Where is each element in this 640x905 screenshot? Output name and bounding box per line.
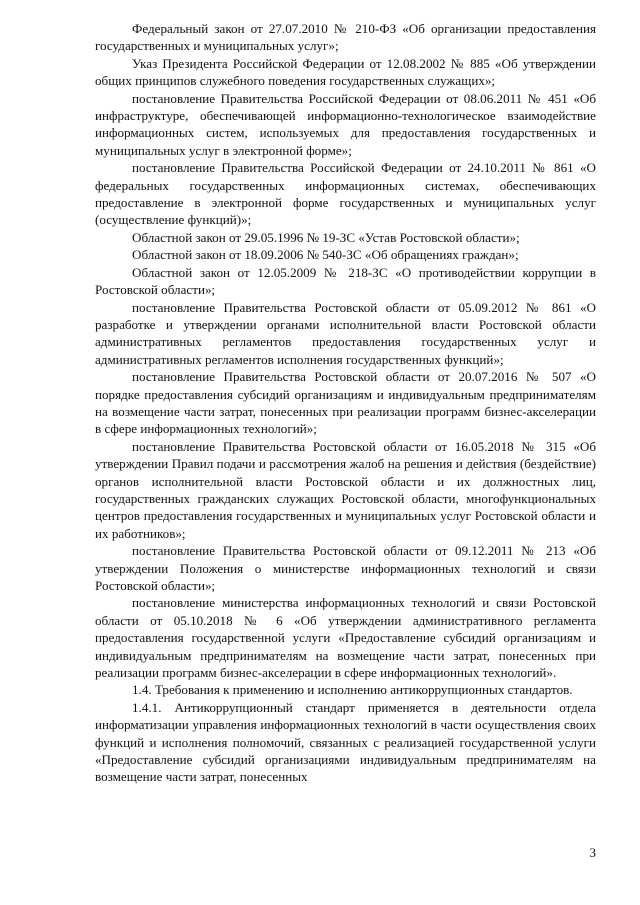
page-number: 3: [589, 845, 596, 860]
paragraph-federal-law-210: Федеральный закон от 27.07.2010 № 210-ФЗ «Об организации предоставления государственных и муниципальных услуг»;: [95, 21, 596, 54]
paragraph-resolution-315: постановление Правительства Ростовской области от 16.05.2018 № 315 «Об утверждении Правил подачи и рассмотрения жалоб на решения и действия (бездействие) органов исполнительной власти Ростовской области и их должностных лиц, государственных гражданских служащих Ростовской области, многофункциональных центров предоставления государственных и муниципальных услуг Ростовской области и их работников»;: [95, 438, 596, 541]
section-heading-1-4: 1.4. Требования к применению и исполнению антикоррупционных стандартов.: [132, 682, 573, 698]
paragraph-regional-law-218: Областной закон от 12.05.2009 № 218-ЗС «О противодействии коррупции в Ростовской области»;: [95, 264, 596, 298]
paragraph-resolution-507: постановление Правительства Ростовской области от 20.07.2016 № 507 «О порядке предоставления субсидий организациям и индивидуальным предпринимателям на возмещение части затрат, понесенных при реализации программ бизнес-акселерации в сфере информационных технологий»;: [95, 369, 596, 437]
paragraph-regional-law-540: Областной закон от 18.09.2006 № 540-ЗС «Об обращениях граждан»;: [132, 247, 519, 263]
paragraph-regional-law-19: Областной закон от 29.05.1996 № 19-ЗС «Устав Ростовской области»;: [132, 229, 520, 245]
paragraph-resolution-861-regional: постановление Правительства Ростовской области от 05.09.2012 № 861 «О разработке и утверждении органами исполнительной власти Ростовской области административных регламентов предоставления государственных услуг и административных регламентов исполнения государственных функций»;: [95, 299, 596, 367]
paragraph-ministry-resolution-6: постановление министерства информационных технологий и связи Ростовской области от 05.10.2018 № 6 «Об утверждении административного регламента предоставления государственной услуги «Предоставление субсидий организациям и индивидуальным предпринимателям на возмещение части затрат, понесенных при реализации программ бизнес-акселерации в сфере информационных технологий».: [95, 595, 596, 681]
paragraph-presidential-decree-885: Указ Президента Российской Федерации от 12.08.2002 № 885 «Об утверждении общих принципов служебного поведения государственных служащих»;: [95, 55, 596, 89]
paragraph-resolution-861-federal: постановление Правительства Российской Федерации от 24.10.2011 № 861 «О федеральных государственных информационных системах, обеспечивающих предоставление в электронной форме государственных и муниципальных услуг (осуществление функций)»;: [95, 160, 596, 228]
paragraph-resolution-451: постановление Правительства Российской Федерации от 08.06.2011 № 451 «Об инфраструктуре, обеспечивающей информационно-технологическое взаимодействие информационных систем, используемых для предоставления государственных и муниципальных услуг в электронной форме»;: [95, 90, 596, 158]
paragraph-1-4-1: 1.4.1. Антикоррупционный стандарт применяется в деятельности отдела информатизации управления информационных технологий в части осуществления своих функций и исполнения полномочий, связанных с реализацией государственной услуги «Предоставление субсидий организациями индивидуальным предпринимателям на возмещение части затрат, понесенных: [95, 699, 596, 785]
paragraph-resolution-213: постановление Правительства Ростовской области от 09.12.2011 № 213 «Об утверждении Положения о министерстве информационных технологий и связи Ростовской области»;: [95, 543, 596, 593]
